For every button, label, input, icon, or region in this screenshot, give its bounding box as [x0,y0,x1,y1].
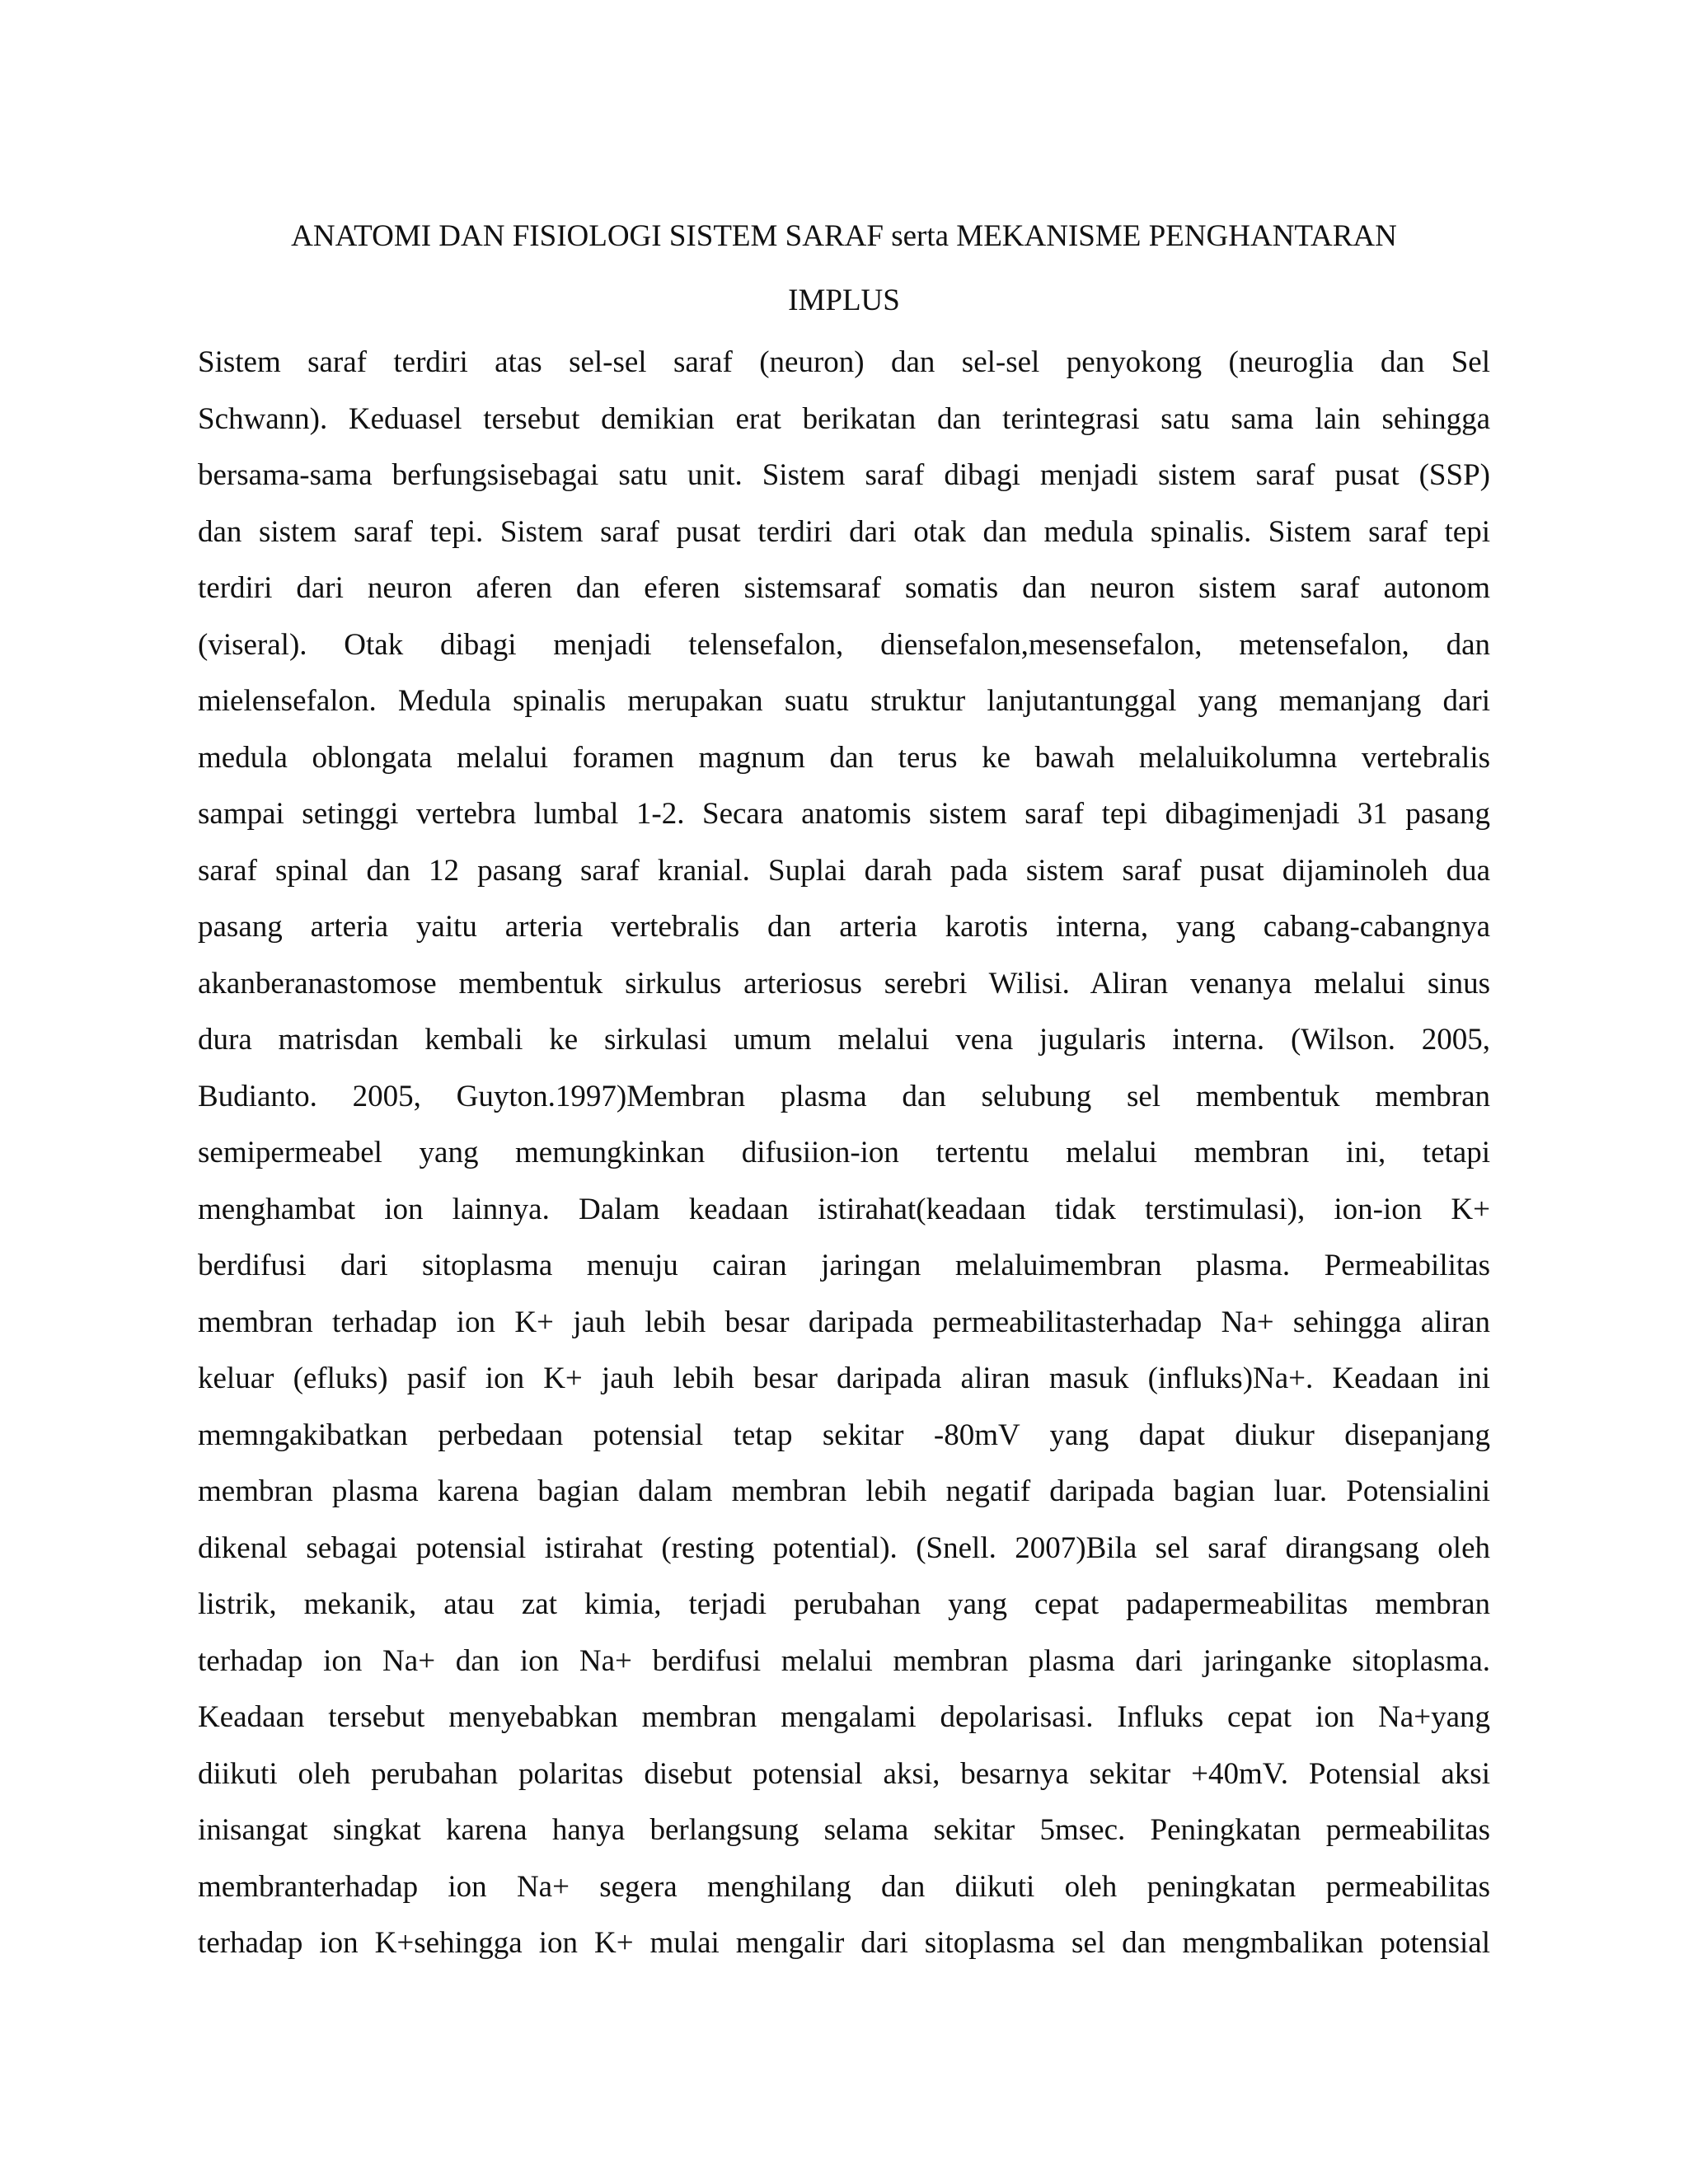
body-line: memngakibatkan perbedaan potensial tetap sekitar -80mV yang dapat diukur disepanjang [198,1418,1490,1452]
body-line: keluar (efluks) pasif ion K+ jauh lebih besar daripada aliran masuk (influks)Na+. Keadaan ini [198,1361,1490,1395]
document-title [198,204,1490,333]
title-line: IMPLUS [788,284,900,317]
body-line: membran plasma karena bagian dalam membran lebih negatif daripada bagian luar. Potensialini [198,1474,1490,1508]
body-line: listrik, mekanik, atau zat kimia, terjadi perubahan yang cepat padapermeabilitas membran [198,1587,1490,1621]
body-line: sampai setinggi vertebra lumbal 1-2. Secara anatomis sistem saraf tepi dibagimenjadi 31 pasang [198,797,1490,831]
title-line: ANATOMI DAN FISIOLOGI SISTEM SARAF serta MEKANISME PENGHANTARAN [291,219,1397,253]
body-line: berdifusi dari sitoplasma menuju cairan jaringan melaluimembran plasma. Permeabilitas [198,1249,1490,1282]
body-line: terhadap ion K+sehingga ion K+ mulai mengalir dari sitoplasma sel dan mengmbalikan potensial [198,1926,1490,1960]
body-line: inisangat singkat karena hanya berlangsung selama sekitar 5msec. Peningkatan permeabilitas [198,1813,1490,1847]
body-line: bersama-sama berfungsisebagai satu unit. Sistem saraf dibagi menjadi sistem saraf pusat (SSP) [198,458,1490,492]
body-line: Budianto. 2005, Guyton.1997)Membran plasma dan selubung sel membentuk membran [198,1079,1490,1113]
body-line: Keadaan tersebut menyebabkan membran mengalami depolarisasi. Influks cepat ion Na+yang [198,1700,1490,1734]
body-line: pasang arteria yaitu arteria vertebralis dan arteria karotis interna, yang cabang-cabangnya [198,910,1490,944]
body-paragraph [198,335,1490,1972]
body-line: dikenal sebagai potensial istirahat (resting potential). (Snell. 2007)Bila sel saraf dirangsang oleh [198,1530,1490,1565]
body-line: terdiri dari neuron aferen dan eferen sistemsaraf somatis dan neuron sistem saraf autonom [198,571,1490,605]
body-line: Sistem saraf terdiri atas sel-sel saraf (neuron) dan sel-sel penyokong (neuroglia dan Sel [198,345,1490,379]
body-line: membranterhadap ion Na+ segera menghilang dan diikuti oleh peningkatan permeabilitas [198,1869,1490,1904]
body-line: dan sistem saraf tepi. Sistem saraf pusat terdiri dari otak dan medula spinalis. Sistem saraf tepi [198,514,1490,549]
body-line: membran terhadap ion K+ jauh lebih besar daripada permeabilitasterhadap Na+ sehingga aliran [198,1305,1490,1339]
body-line: saraf spinal dan 12 pasang saraf kranial. Suplai darah pada sistem saraf pusat dijaminoleh dua [198,853,1490,888]
body-line: medula oblongata melalui foramen magnum dan terus ke bawah melaluikolumna vertebralis [198,740,1490,775]
body-line: semipermeabel yang memungkinkan difusiion-ion tertentu melalui membran ini, tetapi [198,1136,1490,1169]
body-line: (viseral). Otak dibagi menjadi telensefalon, diensefalon,mesensefalon, metensefalon, dan [198,627,1490,662]
body-line: dura matrisdan kembali ke sirkulasi umum melalui vena jugularis interna. (Wilson. 2005, [198,1023,1490,1057]
body-line: terhadap ion Na+ dan ion Na+ berdifusi melalui membran plasma dari jaringanke sitoplasma. [198,1643,1490,1678]
body-line: akanberanastomose membentuk sirkulus arteriosus serebri Wilisi. Aliran venanya melalui sinus [198,966,1490,1001]
body-line: mielensefalon. Medula spinalis merupakan suatu struktur lanjutantunggal yang memanjang dari [198,684,1490,718]
body-line: Schwann). Keduasel tersebut demikian erat berikatan dan terintegrasi satu sama lain sehingga [198,401,1490,436]
body-line: diikuti oleh perubahan polaritas disebut potensial aksi, besarnya sekitar +40mV. Potensial aksi [198,1756,1490,1791]
body-line: menghambat ion lainnya. Dalam keadaan istirahat(keadaan tidak terstimulasi), ion-ion K+ [198,1192,1490,1226]
